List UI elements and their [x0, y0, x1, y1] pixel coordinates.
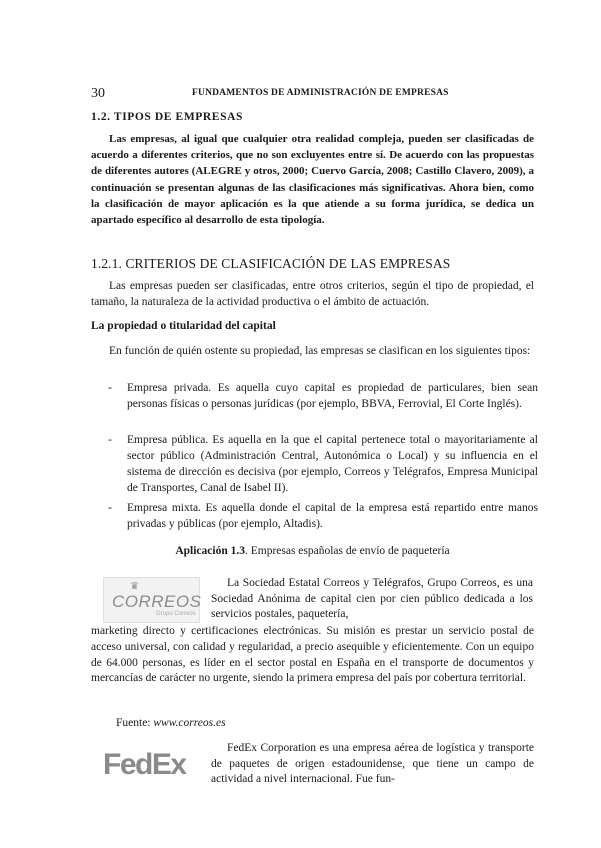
correos-logo-text: CORREOS	[112, 592, 202, 611]
running-title: FUNDAMENTOS DE ADMINISTRACIÓN DE EMPRESAS	[192, 88, 449, 98]
application-label: Aplicación 1.3	[175, 545, 245, 557]
paragraph-criteria: Las empresas pueden ser clasificadas, entre otros criterios, según el tipo de propiedad, el tamaño, la naturaleza de la actividad productiva o el ámbito de actuación.	[91, 280, 534, 308]
correos-text-first: La Sociedad Estatal Correos y Telégrafos, Grupo Correos, es una Sociedad Anónima de capital cien por cien público dedicada a los servicios postales, paquetería,	[211, 577, 533, 620]
crown-icon: ♛	[130, 581, 139, 592]
list-dash: -	[108, 382, 112, 394]
application-caption	[91, 545, 534, 557]
list-dash: -	[108, 502, 112, 514]
section-intro: Las empresas, al igual que cualquier otra realidad compleja, pueden ser clasificadas de acuerdo a diferentes criterios, que no son excluyentes entre sí. De acuerdo con las propuestas de diferentes autores (ALEGRE y otros, 2000; Cuervo García, 2008; Castillo Clavero, 2009), a continuación se presentan algunas de las clasificaciones más significativas. Ahora bien, como la clasificación de mayor aplicación es la que atiende a su forma jurídica, se dedica un apartado específico al desarrollo de esta tipología.	[91, 133, 534, 227]
page-number: 30	[91, 86, 105, 101]
fedex-logo	[103, 748, 203, 782]
paragraph-ownership: En función de quién ostente su propiedad, las empresas se clasifican en los siguientes tipos:	[109, 345, 531, 357]
subsection-title: 1.2.1. CRITERIOS DE CLASIFICACIÓN DE LAS EMPRESAS	[91, 256, 451, 271]
source-link[interactable]: www.correos.es	[153, 717, 226, 729]
list-item	[108, 500, 538, 532]
list-item-text: Empresa mixta. Es aquella donde el capital de la empresa está repartido entre manos privadas y públicas (por ejemplo, Altadis).	[127, 502, 538, 530]
list-item-text: Empresa privada. Es aquella cuyo capital es propiedad de particulares, bien sean personas físicas o personas jurídicas (por ejemplo, BBVA, Ferrovial, El Corte Inglés).	[127, 382, 538, 410]
source-label: Fuente:	[116, 717, 154, 729]
fedex-text: FedEx Corporation es una empresa aérea de logística y transporte de paquetes de origen estadounidense, que tiene un campo de actividad a nivel internacional. Fue fun-	[211, 742, 534, 785]
application-title: . Empresas españolas de envío de paquetería	[244, 545, 450, 557]
correos-logo-sub: Grupo Correos	[156, 611, 196, 617]
correos-text-rest: marketing directo y certificaciones electrónicas. Su misión es prestar un servicio postal de acceso universal, con calidad y regularidad, a precio asequible y eficientemente. Con un equipo de 64.000 personas, es líder en el sector postal en España en el transporte de documentos y mercancías de carácter no urgente, siendo la primera empresa del país por cobertura territorial.	[91, 625, 534, 685]
list-item	[108, 380, 538, 412]
list-dash: -	[108, 434, 112, 446]
list-item	[108, 432, 538, 496]
source-line	[116, 717, 226, 729]
correos-logo	[103, 577, 200, 623]
ownership-heading: La propiedad o titularidad del capital	[91, 320, 276, 332]
fedex-logo-text: FedEx	[103, 748, 186, 781]
section-title: 1.2. TIPOS DE EMPRESAS	[91, 111, 243, 123]
list-item-text: Empresa pública. Es aquella en la que el capital pertenece total o mayoritariamente al sector público (Administración Central, Autonómica o Local) y su influencia en el sistema de dirección es decisiva (por ejemplo, Correos y Telégrafos, Empresa Municipal de Transportes, Canal de Isabel II).	[127, 434, 538, 494]
